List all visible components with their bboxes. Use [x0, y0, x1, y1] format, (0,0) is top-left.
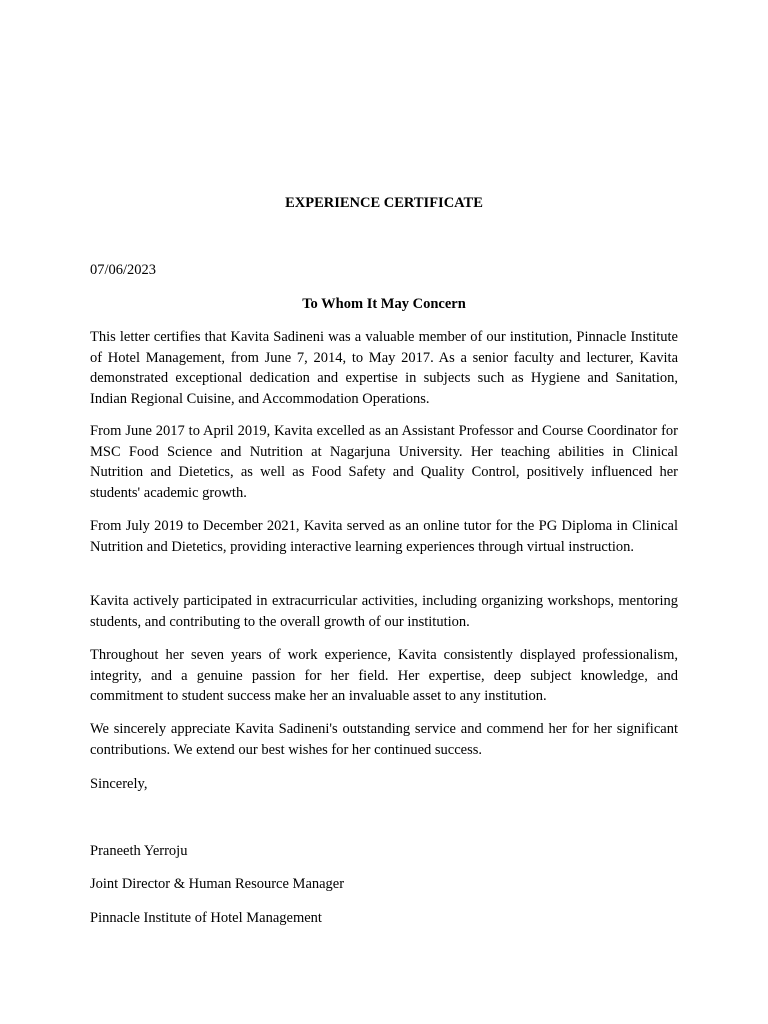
- paragraph-extracurricular: Kavita actively participated in extracurricular activities, including organizing workshops, mentoring students, and contributing to the overall growth of our institution.: [90, 593, 678, 630]
- paragraph-assistant-professor: From June 2017 to April 2019, Kavita excelled as an Assistant Professor and Course Coordinator for MSC Food Science and Nutrition at Nagarjuna University. Her teaching abilities in Clinical Nutrition and Dietetics, as well as Food Safety and Quality Control, positively influenced her students' academic growth.: [90, 423, 678, 501]
- paragraph-online-tutor: From July 2019 to December 2021, Kavita served as an online tutor for the PG Diploma in Clinical Nutrition and Dietetics, providing interactive learning experiences through virtual instruction.: [90, 518, 678, 555]
- signatory-name: Praneeth Yerroju: [90, 843, 188, 859]
- signatory-organization: Pinnacle Institute of Hotel Management: [90, 910, 322, 926]
- closing: Sincerely,: [90, 776, 148, 792]
- paragraph-appreciation: We sincerely appreciate Kavita Sadineni's outstanding service and commend her for her significant contributions. We extend our best wishes for her continued success.: [90, 721, 678, 758]
- salutation: To Whom It May Concern: [302, 296, 466, 312]
- letter-date: 07/06/2023: [90, 262, 157, 278]
- paragraph-employment: This letter certifies that Kavita Sadineni was a valuable member of our institution, Pinnacle Institute of Hotel Management, from June 7, 2014, to May 2017. As a senior faculty and lecturer, Kavita demonstrated exceptional dedication and expertise in subjects such as Hygiene and Sanitation, Indian Regional Cuisine, and Accommodation Operations.: [90, 329, 678, 407]
- paragraph-professionalism: Throughout her seven years of work experience, Kavita consistently displayed professionalism, integrity, and a genuine passion for her field. Her expertise, deep subject knowledge, and commitment to student success make her an invaluable asset to any institution.: [90, 647, 678, 705]
- certificate-title: EXPERIENCE CERTIFICATE: [285, 195, 483, 211]
- signatory-position: Joint Director & Human Resource Manager: [90, 876, 345, 892]
